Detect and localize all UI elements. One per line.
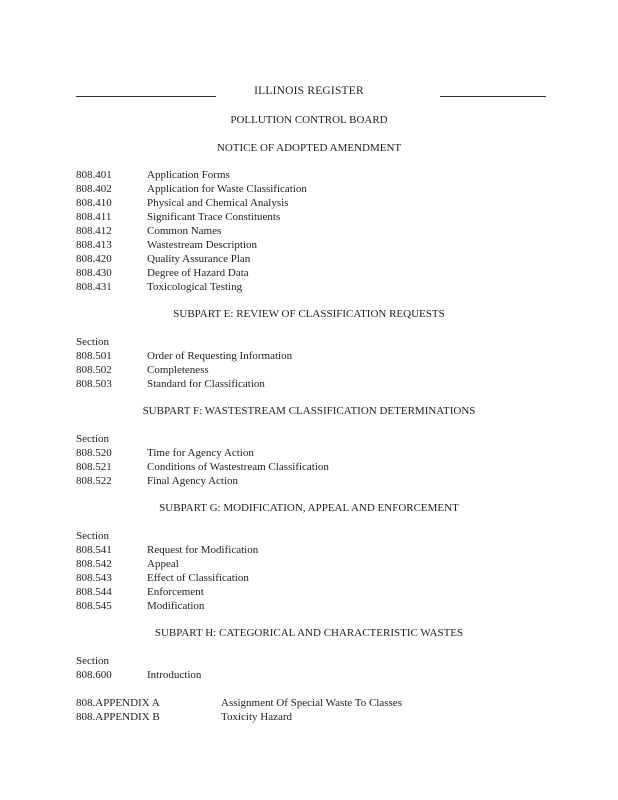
- section-label: Section: [76, 530, 109, 542]
- subpart-f-heading: SUBPART F: WASTESTREAM CLASSIFICATION DETERMINATIONS: [142, 405, 476, 417]
- section-label: Section: [76, 655, 109, 667]
- notice-title: NOTICE OF ADOPTED AMENDMENT: [216, 142, 402, 154]
- document-page: ILLINOIS REGISTER POLLUTION CONTROL BOARD NOTICE OF ADOPTED AMENDMENT 808.401 Application Forms 808.402 Application for Waste Classification 808.410 Physical and Chemical Analysis 808.411 Significant Trace Constituents 808.412 Common Names 808.413 Wastestream Description 808.420 Quality Assurance Plan 808.430 Degree of Hazard Data 808.431 Toxicological Testing SUBPART E: REVIEW OF CLASSIFICATION REQUESTS Section 808.501 Order of Requesting Information 808.502 Completeness 808.503 Standard for Classification SUBPART F: WASTESTREAM CLASSIFICATION DETERMINATIONS Section 808.520 Time for Agency Action 808.521 Conditions of Wastestream Classification 808.522 Final Agency Action SUBPART G: MODIFICATION, APPEAL AND ENFORCEMENT Section 808.541 Request for Modification 808.542 Appeal 808.543 Effect of Classification 808.544 Enforcement 808.545 Modification SUBPART H: CATEGORICAL AND CHARACTERISTIC WASTES Section 808.600 Introduction 808.APPENDIX A Assignment Of Special Waste To Classes 808.APPENDIX B Toxicity Hazard: [0, 0, 618, 800]
- subpart-g-heading: SUBPART G: MODIFICATION, APPEAL AND ENFORCEMENT: [159, 502, 459, 514]
- board-name: POLLUTION CONTROL BOARD: [230, 114, 388, 126]
- subpart-h-heading: SUBPART H: CATEGORICAL AND CHARACTERISTIC WASTES: [154, 627, 464, 639]
- section-label: Section: [76, 336, 109, 348]
- register-title: ILLINOIS REGISTER: [254, 85, 364, 97]
- subpart-e-heading: SUBPART E: REVIEW OF CLASSIFICATION REQUESTS: [173, 308, 445, 320]
- section-label: Section: [76, 433, 109, 445]
